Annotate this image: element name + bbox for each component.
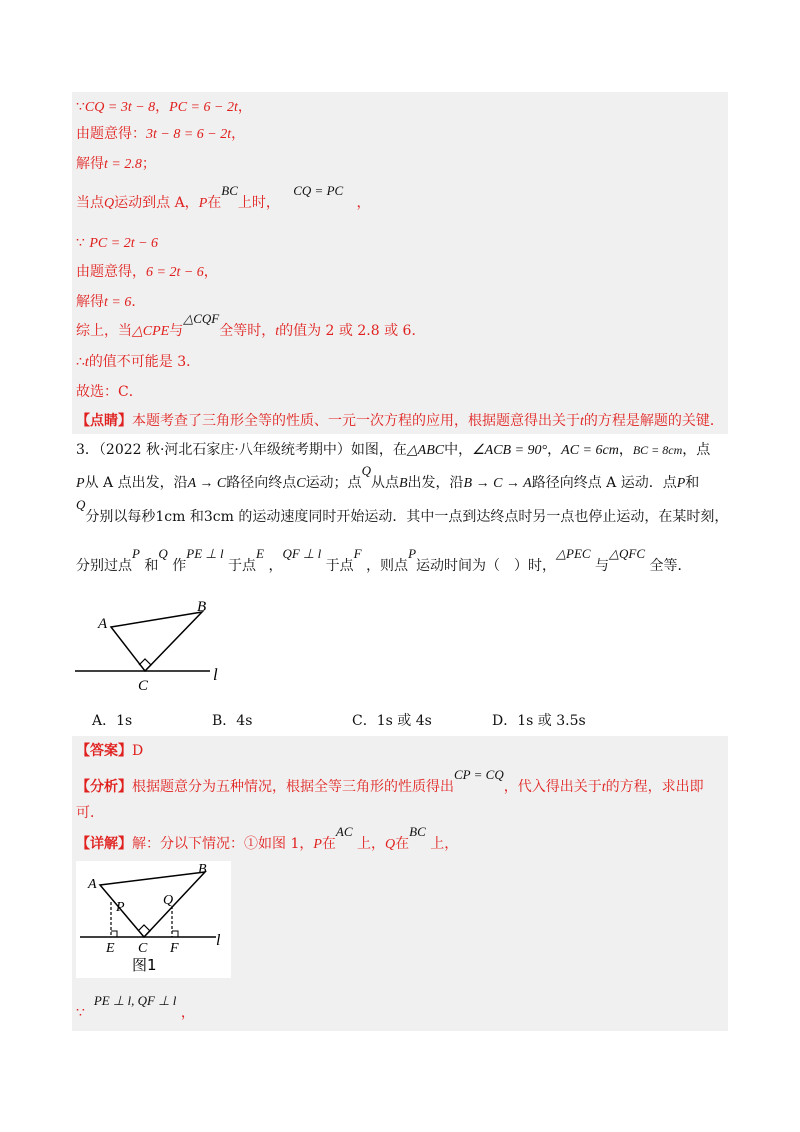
because-line: ∵ PE ⊥ l, QF ⊥ l ， [76, 993, 195, 1021]
label-f: F [170, 941, 179, 956]
line-cq-pc: ∵CQ = 3t − 8，PC = 6 − 2t， [76, 99, 252, 115]
label-q: Q [163, 893, 174, 908]
label-c: C [138, 678, 149, 694]
line-conclusion: 综上，当△CPE与△CQF全等时，t的值为 2 或 2.8 或 6． [76, 311, 426, 339]
option-d: D．1s 或 3.5s [492, 713, 586, 729]
analysis-line-1: 【分析】根据题意分为五种情况，根据全等三角形的性质得出CP = CQ，代入得出关于t的方程，求出即 [76, 767, 704, 795]
triangle-figure [70, 595, 240, 695]
label-a: A [88, 877, 97, 892]
label-l: l [216, 932, 221, 949]
analysis-line-2: 可． [76, 805, 104, 821]
line-pc-2t: ∵ PC = 2t − 6 [76, 235, 159, 251]
question-line-1: 3．（2022 秋·河北石家庄·八年级统考期中）如图，在△ABC中，∠ACB = 90°，AC = 6cm，BC = 8cm，点 [76, 442, 711, 458]
line-solve-1: 解得t = 2.8； [76, 156, 156, 172]
line-case-q-at-a: 当点Q运动到点 A，P在BC上时， CQ = PC ， [76, 183, 371, 211]
detail-line: 【详解】解：分以下情况：①如图 1，P在AC 上，Q在BC 上， [76, 824, 459, 852]
line-key-point: 【点睛】本题考查了三角形全等的性质、一元一次方程的应用，根据题意得出关于t的方程是解题的关键． [76, 413, 724, 429]
figure-caption: 图1 [132, 956, 157, 974]
line-solve-2: 解得t = 6． [76, 294, 146, 310]
label-c: C [138, 941, 148, 956]
label-a: A [98, 616, 108, 632]
label-l: l [213, 665, 218, 684]
triangle-abc [111, 612, 202, 671]
line-choose-c: 故选：C． [76, 384, 143, 400]
option-c: C．1s 或 4s [352, 713, 432, 729]
question-line-3: Q分别以每秒1cm 和3cm 的运动速度同时开始运动．其中一点到达终点时另一点也停止运动，在某时刻， [76, 497, 729, 525]
label-b: B [197, 599, 207, 615]
label-p: P [116, 900, 125, 915]
question-line-2: P从 A 点出发，沿A → C路径向终点C运动；点Q从点B出发，沿B → C → A路径向终点 A 运动．点P和 [76, 463, 700, 491]
label-b: B [198, 862, 207, 877]
label-e: E [106, 941, 115, 956]
line-t-not-3: ∴t的值不可能是 3． [76, 354, 201, 370]
line-equation-1: 由题意得：3t − 8 = 6 − 2t， [76, 126, 246, 142]
answer-line: 【答案】D [76, 743, 144, 759]
figure-1 [76, 861, 231, 978]
option-b: B．4s [212, 713, 253, 729]
line-equation-2: 由题意得，6 = 2t − 6， [76, 264, 218, 280]
option-a: A．1s [92, 713, 133, 729]
question-line-4: 分别过点P 和Q 作PE ⊥ l 于点E ，QF ⊥ l 于点F ，则点P运动时间为（ ）时，△PEC 与△QFC 全等． [76, 546, 692, 574]
